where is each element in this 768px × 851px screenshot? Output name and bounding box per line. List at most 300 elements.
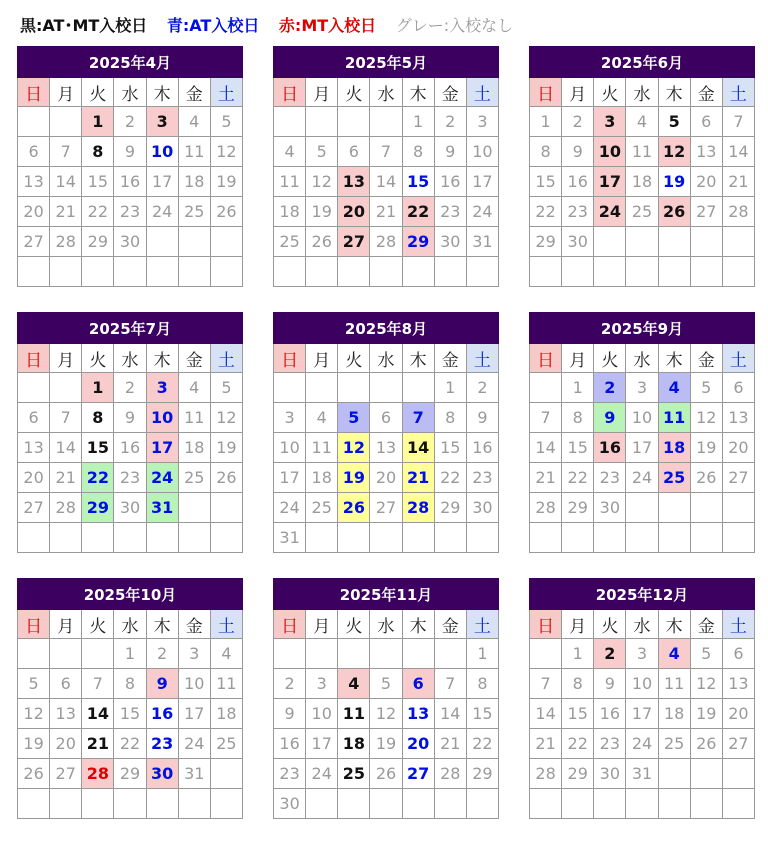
weekday-header: 水	[626, 78, 658, 107]
calendar-day: 27	[722, 729, 754, 759]
empty-day	[466, 789, 498, 819]
calendar-day: 7	[434, 669, 466, 699]
calendar-day: 28	[530, 759, 562, 789]
empty-day	[18, 373, 50, 403]
calendar-day: 18	[338, 729, 370, 759]
calendar-day: 16	[114, 167, 146, 197]
calendar-day: 22	[562, 463, 594, 493]
calendar-day: 27	[338, 227, 370, 257]
calendar-day: 26	[690, 729, 722, 759]
calendar-day: 30	[594, 493, 626, 523]
empty-day	[370, 639, 402, 669]
weekday-header: 木	[402, 610, 434, 639]
calendar-day: 4	[210, 639, 242, 669]
empty-day	[594, 523, 626, 553]
calendar-day: 20	[370, 463, 402, 493]
weekday-header: 日	[274, 344, 306, 373]
weekday-header: 月	[50, 78, 82, 107]
weekday-header: 日	[274, 610, 306, 639]
calendar-day: 19	[210, 433, 242, 463]
empty-day	[18, 107, 50, 137]
empty-day	[338, 373, 370, 403]
weekday-header: 日	[18, 344, 50, 373]
calendar-day: 3	[178, 639, 210, 669]
calendar-day: 18	[306, 463, 338, 493]
calendar-day: 13	[338, 167, 370, 197]
weekday-header: 月	[562, 78, 594, 107]
empty-day	[626, 789, 658, 819]
calendar-day: 1	[530, 107, 562, 137]
calendar-day: 6	[50, 669, 82, 699]
calendar-day: 26	[210, 197, 242, 227]
calendar-day: 21	[82, 729, 114, 759]
empty-day	[434, 639, 466, 669]
calendar-day: 23	[146, 729, 178, 759]
calendar-day: 11	[338, 699, 370, 729]
empty-day	[306, 523, 338, 553]
calendar-day: 17	[626, 699, 658, 729]
calendar-day: 24	[626, 463, 658, 493]
calendar-day: 28	[50, 227, 82, 257]
calendar-day: 14	[434, 699, 466, 729]
calendar-day: 12	[690, 669, 722, 699]
month-calendar	[17, 46, 243, 287]
calendar-day: 3	[306, 669, 338, 699]
empty-day	[722, 493, 754, 523]
calendar-day: 14	[722, 137, 754, 167]
calendar-day: 26	[690, 463, 722, 493]
calendar-day: 15	[402, 167, 434, 197]
weekday-header: 土	[210, 78, 242, 107]
calendar-day: 7	[50, 137, 82, 167]
calendar-day: 21	[434, 729, 466, 759]
empty-day	[18, 257, 50, 287]
calendar-day: 15	[82, 433, 114, 463]
month-calendar	[273, 578, 499, 819]
calendar-day: 8	[114, 669, 146, 699]
calendar-day: 25	[274, 227, 306, 257]
empty-day	[18, 789, 50, 819]
weekday-header: 木	[658, 610, 690, 639]
calendar-day: 28	[402, 493, 434, 523]
empty-day	[370, 107, 402, 137]
calendar-day: 19	[690, 433, 722, 463]
calendar-day: 8	[466, 669, 498, 699]
weekday-header: 金	[434, 344, 466, 373]
calendar-day: 8	[562, 403, 594, 433]
calendar-day: 7	[370, 137, 402, 167]
calendar-day: 18	[210, 699, 242, 729]
weekday-header: 土	[210, 610, 242, 639]
empty-day	[210, 789, 242, 819]
calendar-day: 2	[562, 107, 594, 137]
calendar-day: 19	[210, 167, 242, 197]
empty-day	[82, 257, 114, 287]
calendar-day: 28	[530, 493, 562, 523]
empty-day	[178, 789, 210, 819]
empty-day	[690, 493, 722, 523]
calendar-day: 17	[594, 167, 626, 197]
empty-day	[210, 257, 242, 287]
calendar-day: 20	[18, 197, 50, 227]
calendar-day: 25	[178, 463, 210, 493]
empty-day	[562, 523, 594, 553]
calendar-day: 8	[434, 403, 466, 433]
calendar-day: 25	[658, 729, 690, 759]
calendar-day: 19	[370, 729, 402, 759]
calendar-day: 30	[466, 493, 498, 523]
empty-day	[146, 523, 178, 553]
weekday-header: 水	[626, 344, 658, 373]
calendar-day: 3	[274, 403, 306, 433]
calendar-day: 31	[466, 227, 498, 257]
empty-day	[626, 257, 658, 287]
weekday-header: 水	[370, 610, 402, 639]
calendar-day: 5	[658, 107, 690, 137]
calendar-day: 25	[658, 463, 690, 493]
empty-day	[690, 227, 722, 257]
weekday-header: 日	[530, 78, 562, 107]
calendar-day: 29	[114, 759, 146, 789]
calendar-day: 5	[18, 669, 50, 699]
calendar-day: 26	[306, 227, 338, 257]
empty-day	[146, 227, 178, 257]
empty-day	[434, 257, 466, 287]
calendar-day: 1	[82, 107, 114, 137]
weekday-header: 水	[114, 78, 146, 107]
calendar-day: 8	[562, 669, 594, 699]
empty-day	[434, 523, 466, 553]
calendar-day: 29	[562, 759, 594, 789]
calendar-day: 26	[338, 493, 370, 523]
calendar-day: 18	[626, 167, 658, 197]
empty-day	[722, 523, 754, 553]
calendar-day: 13	[50, 699, 82, 729]
calendar-day: 22	[82, 197, 114, 227]
calendar-day: 7	[402, 403, 434, 433]
calendar-day: 22	[562, 729, 594, 759]
empty-day	[626, 227, 658, 257]
calendar-day: 31	[146, 493, 178, 523]
weekday-header: 月	[306, 344, 338, 373]
calendar-day: 16	[114, 433, 146, 463]
empty-day	[562, 789, 594, 819]
calendar-day: 16	[562, 167, 594, 197]
calendar-day: 30	[146, 759, 178, 789]
calendar-day: 9	[114, 403, 146, 433]
calendar-day: 21	[722, 167, 754, 197]
calendar-day: 21	[530, 729, 562, 759]
calendar-day: 20	[50, 729, 82, 759]
weekday-header: 日	[18, 78, 50, 107]
calendar-day: 18	[178, 167, 210, 197]
month-calendar	[529, 46, 755, 287]
empty-day	[306, 257, 338, 287]
empty-day	[690, 759, 722, 789]
calendar-day: 25	[338, 759, 370, 789]
calendar-day: 14	[370, 167, 402, 197]
calendar-day: 9	[434, 137, 466, 167]
calendar-day: 7	[82, 669, 114, 699]
calendar-day: 21	[50, 197, 82, 227]
calendar-day: 6	[18, 137, 50, 167]
calendar-day: 26	[18, 759, 50, 789]
empty-day	[722, 257, 754, 287]
calendar-day: 11	[274, 167, 306, 197]
weekday-header: 月	[50, 610, 82, 639]
calendar-day: 22	[402, 197, 434, 227]
calendar-day: 10	[178, 669, 210, 699]
empty-day	[658, 759, 690, 789]
month-title: 2025年7月	[18, 313, 243, 344]
month-calendar	[273, 312, 499, 553]
empty-day	[338, 789, 370, 819]
calendar-day: 2	[594, 639, 626, 669]
calendar-day: 1	[114, 639, 146, 669]
calendar-day: 4	[658, 373, 690, 403]
calendar-day: 5	[370, 669, 402, 699]
calendar-day: 1	[434, 373, 466, 403]
empty-day	[114, 789, 146, 819]
empty-day	[82, 639, 114, 669]
weekday-header: 日	[530, 610, 562, 639]
calendar-day: 27	[690, 197, 722, 227]
calendar-day: 24	[146, 197, 178, 227]
weekday-header: 土	[466, 78, 498, 107]
weekday-header: 日	[530, 344, 562, 373]
empty-day	[18, 523, 50, 553]
month-title: 2025年8月	[274, 313, 499, 344]
empty-day	[370, 373, 402, 403]
empty-day	[50, 523, 82, 553]
calendar-day: 10	[466, 137, 498, 167]
empty-day	[626, 523, 658, 553]
calendar-day: 7	[50, 403, 82, 433]
empty-day	[274, 107, 306, 137]
calendar-day: 4	[178, 107, 210, 137]
calendar-day: 11	[658, 403, 690, 433]
month-title: 2025年9月	[530, 313, 755, 344]
empty-day	[338, 257, 370, 287]
weekday-header: 金	[690, 344, 722, 373]
weekday-header: 火	[594, 610, 626, 639]
calendar-day: 16	[466, 433, 498, 463]
empty-day	[658, 789, 690, 819]
weekday-header: 金	[178, 78, 210, 107]
weekday-header: 水	[114, 610, 146, 639]
weekday-header: 金	[434, 610, 466, 639]
calendar-day: 14	[50, 167, 82, 197]
weekday-header: 日	[18, 610, 50, 639]
calendar-day: 31	[178, 759, 210, 789]
calendar-day: 6	[690, 107, 722, 137]
weekday-header: 土	[722, 344, 754, 373]
calendar-day: 19	[338, 463, 370, 493]
calendar-day: 2	[146, 639, 178, 669]
calendar-day: 12	[306, 167, 338, 197]
calendar-day: 3	[626, 639, 658, 669]
calendar-day: 24	[466, 197, 498, 227]
weekday-header: 火	[82, 610, 114, 639]
calendar-day: 1	[466, 639, 498, 669]
calendar-day: 10	[274, 433, 306, 463]
calendar-day: 22	[114, 729, 146, 759]
calendar-day: 24	[594, 197, 626, 227]
weekday-header: 月	[306, 78, 338, 107]
calendar-day: 5	[338, 403, 370, 433]
calendar-day: 9	[562, 137, 594, 167]
weekday-header: 月	[562, 344, 594, 373]
calendar-day: 29	[402, 227, 434, 257]
calendar-day: 21	[370, 197, 402, 227]
calendar-day: 6	[338, 137, 370, 167]
calendar-day: 21	[402, 463, 434, 493]
weekday-header: 火	[338, 344, 370, 373]
weekday-header: 土	[466, 610, 498, 639]
calendar-day: 23	[434, 197, 466, 227]
weekday-header: 木	[146, 344, 178, 373]
calendar-day: 19	[18, 729, 50, 759]
calendar-day: 4	[306, 403, 338, 433]
weekday-header: 火	[594, 344, 626, 373]
empty-day	[306, 789, 338, 819]
calendar-day: 11	[626, 137, 658, 167]
calendar-day: 9	[274, 699, 306, 729]
calendar-day: 20	[722, 433, 754, 463]
calendar-day: 9	[114, 137, 146, 167]
calendar-day: 15	[466, 699, 498, 729]
calendar-day: 20	[18, 463, 50, 493]
calendar-day: 25	[210, 729, 242, 759]
calendar-day: 25	[626, 197, 658, 227]
calendar-day: 17	[178, 699, 210, 729]
empty-day	[114, 523, 146, 553]
weekday-header: 日	[274, 78, 306, 107]
empty-day	[626, 493, 658, 523]
calendar-day: 14	[402, 433, 434, 463]
calendar-day: 27	[18, 227, 50, 257]
weekday-header: 金	[434, 78, 466, 107]
weekday-header: 木	[402, 344, 434, 373]
calendar-day: 20	[402, 729, 434, 759]
calendar-day: 16	[594, 433, 626, 463]
empty-day	[370, 789, 402, 819]
empty-day	[466, 523, 498, 553]
calendar-day: 13	[402, 699, 434, 729]
calendar-day: 10	[146, 403, 178, 433]
calendar-day: 24	[626, 729, 658, 759]
empty-day	[530, 789, 562, 819]
empty-day	[178, 493, 210, 523]
calendar-day: 4	[274, 137, 306, 167]
weekday-header: 金	[178, 344, 210, 373]
calendar-day: 26	[658, 197, 690, 227]
empty-day	[530, 639, 562, 669]
calendar-day: 3	[626, 373, 658, 403]
empty-day	[402, 789, 434, 819]
calendar-day: 23	[562, 197, 594, 227]
calendar-day: 3	[146, 107, 178, 137]
calendar-day: 18	[274, 197, 306, 227]
empty-day	[306, 107, 338, 137]
empty-day	[82, 523, 114, 553]
legend-red: 赤:MT入校日	[278, 16, 377, 35]
calendar-day: 29	[466, 759, 498, 789]
empty-day	[658, 257, 690, 287]
calendar-day: 6	[370, 403, 402, 433]
calendar-day: 23	[274, 759, 306, 789]
month-title: 2025年4月	[18, 47, 243, 78]
calendar-day: 29	[562, 493, 594, 523]
legend-gray: グレー:入校なし	[395, 16, 514, 35]
calendar-day: 29	[82, 227, 114, 257]
calendar-day: 30	[114, 227, 146, 257]
calendar-day: 28	[370, 227, 402, 257]
calendar-day: 6	[18, 403, 50, 433]
calendar-day: 12	[370, 699, 402, 729]
month-title: 2025年6月	[530, 47, 755, 78]
calendar-day: 17	[146, 167, 178, 197]
legend	[20, 13, 527, 36]
empty-day	[210, 759, 242, 789]
calendar-day: 2	[466, 373, 498, 403]
calendar-day: 3	[466, 107, 498, 137]
empty-day	[722, 789, 754, 819]
calendar-day: 10	[626, 669, 658, 699]
legend-black: 黒:AT･MT入校日	[20, 16, 148, 35]
calendar-day: 1	[82, 373, 114, 403]
calendar-day: 15	[114, 699, 146, 729]
empty-day	[402, 523, 434, 553]
empty-day	[690, 789, 722, 819]
calendar-day: 29	[82, 493, 114, 523]
empty-day	[178, 257, 210, 287]
calendar-day: 23	[594, 463, 626, 493]
calendar-day: 23	[466, 463, 498, 493]
calendar-day: 4	[338, 669, 370, 699]
calendar-day: 19	[690, 699, 722, 729]
calendar-day: 9	[466, 403, 498, 433]
empty-day	[338, 523, 370, 553]
calendar-day: 24	[306, 759, 338, 789]
calendar-day: 10	[306, 699, 338, 729]
calendar-day: 25	[306, 493, 338, 523]
empty-day	[50, 107, 82, 137]
weekday-header: 土	[722, 610, 754, 639]
empty-day	[18, 639, 50, 669]
calendar-day: 9	[594, 403, 626, 433]
calendar-day: 5	[210, 373, 242, 403]
empty-day	[466, 257, 498, 287]
calendar-day: 8	[402, 137, 434, 167]
month-title: 2025年11月	[274, 579, 499, 610]
calendar-day: 16	[146, 699, 178, 729]
calendar-day: 19	[658, 167, 690, 197]
calendar-day: 24	[146, 463, 178, 493]
calendar-day: 13	[690, 137, 722, 167]
empty-day	[722, 227, 754, 257]
weekday-header: 水	[370, 344, 402, 373]
calendar-day: 20	[722, 699, 754, 729]
calendar-day: 7	[530, 669, 562, 699]
empty-day	[50, 639, 82, 669]
empty-day	[658, 493, 690, 523]
empty-day	[338, 107, 370, 137]
empty-day	[402, 257, 434, 287]
empty-day	[210, 227, 242, 257]
calendar-day: 30	[434, 227, 466, 257]
empty-day	[370, 257, 402, 287]
